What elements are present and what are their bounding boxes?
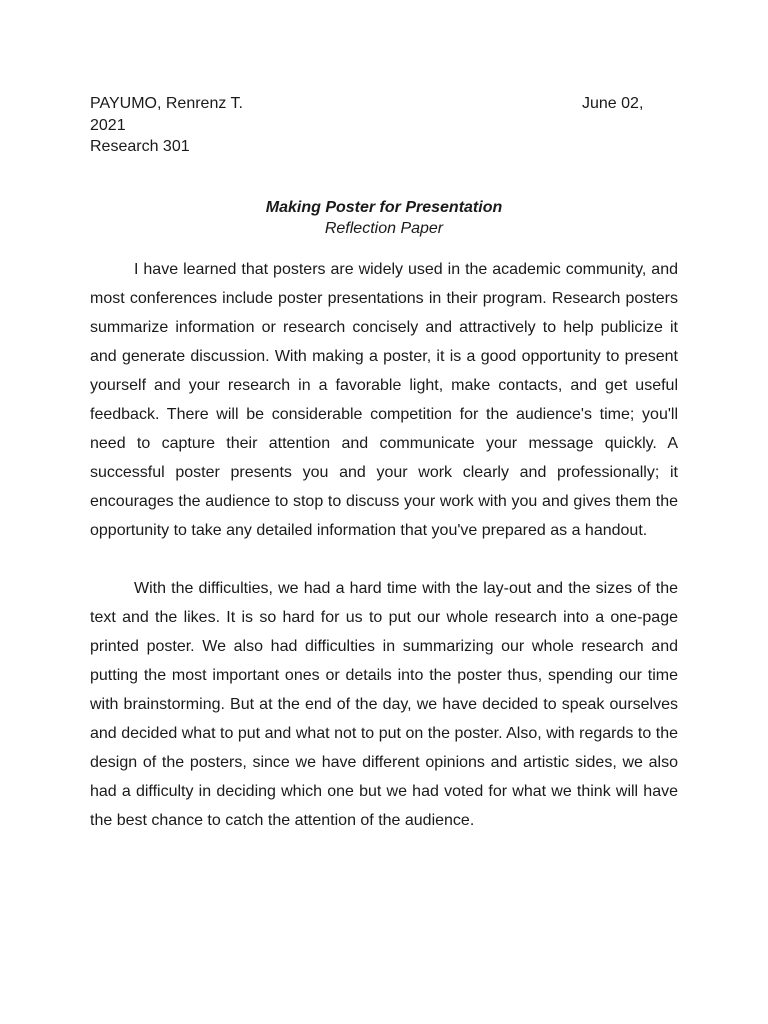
body-paragraph-1: I have learned that posters are widely used in the academic community, and most conferences include poster presentations in their program. Research posters summarize information or research concisely and attractively to help publicize it and generate discussion. With making a poster, it is a good opportunity to present yourself and your research in a favorable light, make contacts, and get useful feedback. There will be considerable competition for the audience's time; you'll need to capture their attention and communicate your message quickly. A successful poster presents you and your work clearly and professionally; it encourages the audience to stop to discuss your work with you and gives them the opportunity to take any detailed information that you've prepared as a handout.	[90, 261, 678, 539]
course-name: Research 301	[90, 138, 190, 155]
body-paragraph-2: With the difficulties, we had a hard time with the lay-out and the sizes of the text and the likes. It is so hard for us to put our whole research into a one-page printed poster. We also had difficulties in summarizing our whole research and putting the most important ones or details into the poster thus, spending our time with brainstorming. But at the end of the day, we have decided to speak ourselves and decided what to put and what not to put on the poster. Also, with regards to the design of the posters, since we have different opinions and artistic sides, we also had a difficulty in deciding which one but we had voted for what we think will have the best chance to catch the attention of the audience.	[90, 580, 678, 829]
document-date: June 02,	[582, 95, 644, 112]
author-name: PAYUMO, Renrenz T.	[90, 95, 243, 112]
document-title: Making Poster for Presentation	[265, 199, 503, 216]
document-subtitle: Reflection Paper	[324, 220, 444, 237]
document-date-year: 2021	[90, 117, 126, 134]
